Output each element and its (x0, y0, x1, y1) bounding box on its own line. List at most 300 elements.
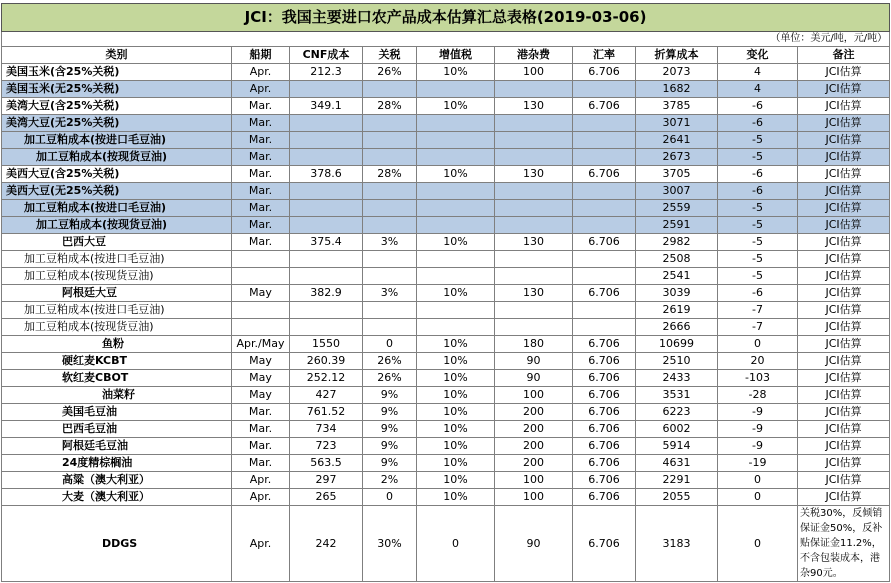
cell-port-fee[interactable]: 100 (495, 472, 573, 489)
cell-change[interactable]: -7 (718, 302, 798, 319)
cell-exchange-rate[interactable]: 6.706 (573, 455, 636, 472)
cell-change[interactable]: -6 (718, 285, 798, 302)
header-tariff[interactable]: 关税 (363, 47, 417, 64)
cell-converted-cost[interactable]: 3183 (636, 506, 718, 582)
cell-category[interactable]: 巴西毛豆油 (2, 421, 232, 438)
cell-port-fee[interactable]: 130 (495, 285, 573, 302)
cell-remark[interactable]: JCI估算 (798, 183, 890, 200)
cell-change[interactable]: 4 (718, 81, 798, 98)
cell-shipment[interactable] (232, 319, 290, 336)
cell-category[interactable]: 美湾大豆(含25%关税) (2, 98, 232, 115)
cell-tariff[interactable]: 2% (363, 472, 417, 489)
table-row (2, 217, 890, 234)
cell-converted-cost[interactable]: 6223 (636, 404, 718, 421)
cell-exchange-rate[interactable]: 6.706 (573, 404, 636, 421)
cell-tariff[interactable]: 9% (363, 438, 417, 455)
cell-shipment[interactable]: May (232, 353, 290, 370)
cell-exchange-rate[interactable] (573, 319, 636, 336)
cell-remark[interactable]: JCI估算 (798, 132, 890, 149)
cell-converted-cost[interactable]: 3705 (636, 166, 718, 183)
cell-shipment[interactable]: Apr./May (232, 336, 290, 353)
table-row (2, 200, 890, 217)
cell-remark[interactable]: JCI估算 (798, 200, 890, 217)
cell-converted-cost[interactable]: 4631 (636, 455, 718, 472)
cell-exchange-rate[interactable]: 6.706 (573, 387, 636, 404)
cell-cnf-cost[interactable]: 212.3 (290, 64, 363, 81)
cell-shipment[interactable]: Mar. (232, 149, 290, 166)
cell-port-fee[interactable] (495, 149, 573, 166)
cell-tariff[interactable]: 9% (363, 421, 417, 438)
cell-change[interactable]: 0 (718, 489, 798, 506)
cell-exchange-rate[interactable]: 6.706 (573, 98, 636, 115)
cell-cnf-cost[interactable] (290, 200, 363, 217)
cell-converted-cost[interactable]: 2291 (636, 472, 718, 489)
cell-exchange-rate[interactable] (573, 217, 636, 234)
cell-remark[interactable]: JCI估算 (798, 98, 890, 115)
cell-category[interactable]: 24度精棕榈油 (2, 455, 232, 472)
cell-port-fee[interactable]: 200 (495, 404, 573, 421)
cell-exchange-rate[interactable] (573, 268, 636, 285)
cell-remark[interactable]: JCI估算 (798, 319, 890, 336)
cell-tariff[interactable] (363, 319, 417, 336)
cell-port-fee[interactable]: 100 (495, 64, 573, 81)
cell-exchange-rate[interactable]: 6.706 (573, 421, 636, 438)
cell-cnf-cost[interactable]: 265 (290, 489, 363, 506)
cell-vat[interactable]: 10% (417, 64, 495, 81)
cell-vat[interactable]: 0 (417, 506, 495, 582)
cell-category[interactable]: 加工豆粕成本(按进口毛豆油) (2, 132, 232, 149)
title-row (2, 4, 890, 32)
cell-remark[interactable]: JCI估算 (798, 268, 890, 285)
cell-converted-cost[interactable]: 5914 (636, 438, 718, 455)
cell-exchange-rate[interactable] (573, 132, 636, 149)
cell-remark[interactable]: JCI估算 (798, 353, 890, 370)
sheet-title: JCI：我国主要进口农产品成本估算汇总表格(2019-03-06) (2, 4, 890, 32)
cell-port-fee[interactable] (495, 217, 573, 234)
cell-remark[interactable]: JCI估算 (798, 285, 890, 302)
header-port-fee[interactable]: 港杂费 (495, 47, 573, 64)
cell-shipment[interactable]: Mar. (232, 438, 290, 455)
cell-converted-cost[interactable]: 2510 (636, 353, 718, 370)
cell-shipment[interactable]: Mar. (232, 404, 290, 421)
header-change[interactable]: 变化 (718, 47, 798, 64)
cell-remark[interactable]: JCI估算 (798, 404, 890, 421)
cell-shipment[interactable]: Mar. (232, 132, 290, 149)
cell-converted-cost[interactable]: 3007 (636, 183, 718, 200)
cell-cnf-cost[interactable]: 734 (290, 421, 363, 438)
cell-tariff[interactable] (363, 115, 417, 132)
table-row (2, 302, 890, 319)
cell-change[interactable]: -9 (718, 404, 798, 421)
cell-converted-cost[interactable]: 3071 (636, 115, 718, 132)
cell-converted-cost[interactable]: 2433 (636, 370, 718, 387)
cell-shipment[interactable]: Mar. (232, 183, 290, 200)
cell-tariff[interactable] (363, 132, 417, 149)
cell-category[interactable]: 美西大豆(含25%关税) (2, 166, 232, 183)
cell-cnf-cost[interactable] (290, 115, 363, 132)
cost-estimate-table (1, 3, 890, 582)
cell-exchange-rate[interactable]: 6.706 (573, 506, 636, 582)
cell-cnf-cost[interactable]: 382.9 (290, 285, 363, 302)
header-shipment[interactable]: 船期 (232, 47, 290, 64)
cell-port-fee[interactable]: 180 (495, 336, 573, 353)
cell-tariff[interactable] (363, 200, 417, 217)
cell-port-fee[interactable]: 90 (495, 353, 573, 370)
cell-tariff[interactable]: 26% (363, 370, 417, 387)
cell-change[interactable]: -7 (718, 319, 798, 336)
cell-converted-cost[interactable]: 2982 (636, 234, 718, 251)
cell-converted-cost[interactable]: 2073 (636, 64, 718, 81)
cell-category[interactable]: 阿根廷大豆 (2, 285, 232, 302)
cell-port-fee[interactable]: 90 (495, 370, 573, 387)
cell-shipment[interactable]: Apr. (232, 472, 290, 489)
cell-shipment[interactable]: Mar. (232, 234, 290, 251)
cell-remark[interactable]: JCI估算 (798, 455, 890, 472)
cell-port-fee[interactable] (495, 200, 573, 217)
cell-port-fee[interactable]: 90 (495, 506, 573, 582)
cell-tariff[interactable] (363, 217, 417, 234)
table-row (2, 115, 890, 132)
cell-category[interactable]: 加工豆粕成本(按现货豆油) (2, 149, 232, 166)
cell-exchange-rate[interactable] (573, 251, 636, 268)
cell-vat[interactable]: 10% (417, 234, 495, 251)
cell-remark[interactable]: JCI估算 (798, 302, 890, 319)
cell-cnf-cost[interactable]: 761.52 (290, 404, 363, 421)
cell-port-fee[interactable] (495, 81, 573, 98)
cell-cnf-cost[interactable] (290, 183, 363, 200)
cell-shipment[interactable]: Mar. (232, 217, 290, 234)
cell-tariff[interactable] (363, 149, 417, 166)
cell-category[interactable]: 油菜籽 (2, 387, 232, 404)
cell-remark[interactable]: JCI估算 (798, 438, 890, 455)
cell-tariff[interactable]: 28% (363, 166, 417, 183)
cell-remark[interactable]: JCI估算 (798, 64, 890, 81)
cell-tariff[interactable] (363, 251, 417, 268)
cell-category[interactable]: 美西大豆(无25%关税) (2, 183, 232, 200)
cell-category[interactable]: 加工豆粕成本(按现货豆油) (2, 217, 232, 234)
cell-port-fee[interactable]: 200 (495, 455, 573, 472)
cell-change[interactable]: -6 (718, 98, 798, 115)
cell-category[interactable]: 加工豆粕成本(按进口毛豆油) (2, 251, 232, 268)
cell-vat[interactable]: 10% (417, 336, 495, 353)
table-row (2, 64, 890, 81)
cell-change[interactable]: -5 (718, 268, 798, 285)
cell-vat[interactable] (417, 302, 495, 319)
cell-remark[interactable]: JCI估算 (798, 234, 890, 251)
cell-port-fee[interactable]: 130 (495, 98, 573, 115)
cell-port-fee[interactable]: 130 (495, 166, 573, 183)
cell-vat[interactable] (417, 200, 495, 217)
cell-vat[interactable] (417, 81, 495, 98)
cell-vat[interactable] (417, 319, 495, 336)
cell-port-fee[interactable] (495, 302, 573, 319)
cell-category[interactable]: 高粱（澳大利亚） (2, 472, 232, 489)
header-cnf-cost[interactable]: CNF成本 (290, 47, 363, 64)
cell-vat[interactable] (417, 115, 495, 132)
cell-cnf-cost[interactable] (290, 302, 363, 319)
cell-cnf-cost[interactable]: 378.6 (290, 166, 363, 183)
cell-remark[interactable]: JCI估算 (798, 387, 890, 404)
cell-cnf-cost[interactable] (290, 251, 363, 268)
cell-shipment[interactable] (232, 268, 290, 285)
cell-converted-cost[interactable]: 3531 (636, 387, 718, 404)
cell-shipment[interactable] (232, 251, 290, 268)
cell-change[interactable]: -6 (718, 115, 798, 132)
cell-shipment[interactable]: Mar. (232, 421, 290, 438)
cell-vat[interactable]: 10% (417, 404, 495, 421)
cell-port-fee[interactable] (495, 251, 573, 268)
cell-vat[interactable]: 10% (417, 455, 495, 472)
cell-category[interactable]: 阿根廷毛豆油 (2, 438, 232, 455)
cell-cnf-cost[interactable]: 375.4 (290, 234, 363, 251)
cell-shipment[interactable]: Mar. (232, 455, 290, 472)
cell-cnf-cost[interactable] (290, 132, 363, 149)
cell-vat[interactable]: 10% (417, 438, 495, 455)
cell-converted-cost[interactable]: 1682 (636, 81, 718, 98)
cell-tariff[interactable] (363, 268, 417, 285)
cell-shipment[interactable]: Apr. (232, 64, 290, 81)
cell-tariff[interactable]: 28% (363, 98, 417, 115)
cell-category[interactable]: 巴西大豆 (2, 234, 232, 251)
cell-vat[interactable] (417, 217, 495, 234)
cell-shipment[interactable]: Mar. (232, 200, 290, 217)
cell-shipment[interactable]: Apr. (232, 489, 290, 506)
cell-change[interactable]: 0 (718, 336, 798, 353)
cell-remark[interactable]: JCI估算 (798, 251, 890, 268)
unit-note: （单位：美元/吨，元/吨） (2, 32, 890, 47)
cell-converted-cost[interactable]: 2591 (636, 217, 718, 234)
cell-change[interactable]: -9 (718, 438, 798, 455)
cell-shipment[interactable]: Mar. (232, 98, 290, 115)
cell-exchange-rate[interactable] (573, 302, 636, 319)
cell-change[interactable]: -5 (718, 200, 798, 217)
cell-exchange-rate[interactable]: 6.706 (573, 64, 636, 81)
cell-tariff[interactable]: 26% (363, 353, 417, 370)
cell-converted-cost[interactable]: 2508 (636, 251, 718, 268)
cell-port-fee[interactable] (495, 132, 573, 149)
cell-converted-cost[interactable]: 3785 (636, 98, 718, 115)
cell-exchange-rate[interactable]: 6.706 (573, 370, 636, 387)
cell-shipment[interactable]: Mar. (232, 115, 290, 132)
cell-shipment[interactable]: Apr. (232, 506, 290, 582)
cell-converted-cost[interactable]: 2641 (636, 132, 718, 149)
cell-vat[interactable]: 10% (417, 489, 495, 506)
cell-cnf-cost[interactable]: 260.39 (290, 353, 363, 370)
cell-remark[interactable]: JCI估算 (798, 217, 890, 234)
cell-shipment[interactable]: Apr. (232, 81, 290, 98)
cell-category[interactable]: 大麦（澳大利亚） (2, 489, 232, 506)
cell-remark[interactable]: JCI估算 (798, 489, 890, 506)
cell-vat[interactable]: 10% (417, 421, 495, 438)
cell-cnf-cost[interactable]: 297 (290, 472, 363, 489)
cell-converted-cost[interactable]: 10699 (636, 336, 718, 353)
cell-vat[interactable] (417, 183, 495, 200)
cell-cnf-cost[interactable]: 242 (290, 506, 363, 582)
cell-exchange-rate[interactable]: 6.706 (573, 438, 636, 455)
cell-exchange-rate[interactable] (573, 183, 636, 200)
cell-category[interactable]: 美国玉米(无25%关税) (2, 81, 232, 98)
cell-port-fee[interactable]: 100 (495, 489, 573, 506)
cell-vat[interactable]: 10% (417, 285, 495, 302)
cell-tariff[interactable]: 9% (363, 404, 417, 421)
cell-port-fee[interactable] (495, 268, 573, 285)
cell-vat[interactable]: 10% (417, 166, 495, 183)
cell-change[interactable]: 0 (718, 472, 798, 489)
header-converted-cost[interactable]: 折算成本 (636, 47, 718, 64)
table-row (2, 387, 890, 404)
cell-shipment[interactable]: May (232, 285, 290, 302)
cell-shipment[interactable]: Mar. (232, 166, 290, 183)
cell-tariff[interactable] (363, 81, 417, 98)
cell-remark[interactable]: JCI估算 (798, 370, 890, 387)
header-exchange-rate[interactable]: 汇率 (573, 47, 636, 64)
cell-exchange-rate[interactable] (573, 115, 636, 132)
cell-tariff[interactable]: 0 (363, 336, 417, 353)
table-row (2, 234, 890, 251)
cell-cnf-cost[interactable] (290, 149, 363, 166)
cell-category[interactable]: 软红麦CBOT (2, 370, 232, 387)
cell-category[interactable]: 加工豆粕成本(按现货豆油) (2, 319, 232, 336)
cell-tariff[interactable]: 9% (363, 387, 417, 404)
cell-vat[interactable] (417, 132, 495, 149)
cell-change[interactable]: -9 (718, 421, 798, 438)
cell-change[interactable]: -103 (718, 370, 798, 387)
cell-tariff[interactable] (363, 183, 417, 200)
table-row (2, 404, 890, 421)
cell-vat[interactable]: 10% (417, 353, 495, 370)
cell-port-fee[interactable] (495, 183, 573, 200)
cell-exchange-rate[interactable]: 6.706 (573, 234, 636, 251)
header-category[interactable]: 类别 (2, 47, 232, 64)
cell-port-fee[interactable]: 100 (495, 387, 573, 404)
cell-port-fee[interactable]: 200 (495, 421, 573, 438)
cell-change[interactable]: -6 (718, 166, 798, 183)
cell-remark[interactable]: JCI估算 (798, 115, 890, 132)
cell-remark[interactable]: JCI估算 (798, 336, 890, 353)
cell-change[interactable]: -5 (718, 217, 798, 234)
cell-change[interactable]: -28 (718, 387, 798, 404)
cell-tariff[interactable]: 3% (363, 234, 417, 251)
cell-remark[interactable]: 关税30%，反倾销保证金50%，反补贴保证金11.2%，不含包装成本，港杂90元。 (798, 506, 890, 582)
table-row (2, 268, 890, 285)
cell-converted-cost[interactable]: 2559 (636, 200, 718, 217)
cell-change[interactable]: -6 (718, 183, 798, 200)
cell-category[interactable]: 加工豆粕成本(按进口毛豆油) (2, 200, 232, 217)
cell-tariff[interactable]: 9% (363, 455, 417, 472)
cell-category[interactable]: 鱼粉 (2, 336, 232, 353)
cell-remark[interactable]: JCI估算 (798, 149, 890, 166)
cell-exchange-rate[interactable] (573, 81, 636, 98)
cell-converted-cost[interactable]: 2619 (636, 302, 718, 319)
cell-remark[interactable]: JCI估算 (798, 421, 890, 438)
cell-exchange-rate[interactable]: 6.706 (573, 472, 636, 489)
header-remark[interactable]: 备注 (798, 47, 890, 64)
cell-converted-cost[interactable]: 2541 (636, 268, 718, 285)
cell-cnf-cost[interactable]: 723 (290, 438, 363, 455)
cell-vat[interactable] (417, 149, 495, 166)
cell-shipment[interactable]: May (232, 370, 290, 387)
cell-change[interactable]: 20 (718, 353, 798, 370)
cell-vat[interactable] (417, 251, 495, 268)
cell-change[interactable]: -5 (718, 149, 798, 166)
cell-exchange-rate[interactable]: 6.706 (573, 285, 636, 302)
cell-tariff[interactable] (363, 302, 417, 319)
cell-category[interactable]: 硬红麦KCBT (2, 353, 232, 370)
cell-vat[interactable]: 10% (417, 370, 495, 387)
table-row (2, 285, 890, 302)
cell-exchange-rate[interactable]: 6.706 (573, 336, 636, 353)
cell-change[interactable]: -5 (718, 234, 798, 251)
cell-exchange-rate[interactable] (573, 200, 636, 217)
cell-change[interactable]: 4 (718, 64, 798, 81)
cell-port-fee[interactable]: 200 (495, 438, 573, 455)
cell-change[interactable]: -5 (718, 251, 798, 268)
cell-vat[interactable]: 10% (417, 387, 495, 404)
cell-shipment[interactable] (232, 302, 290, 319)
cell-converted-cost[interactable]: 2673 (636, 149, 718, 166)
cell-cnf-cost[interactable]: 349.1 (290, 98, 363, 115)
cell-remark[interactable]: JCI估算 (798, 472, 890, 489)
cell-tariff[interactable]: 0 (363, 489, 417, 506)
table-row (2, 251, 890, 268)
cell-cnf-cost[interactable]: 563.5 (290, 455, 363, 472)
cell-category[interactable]: 美湾大豆(无25%关税) (2, 115, 232, 132)
cell-converted-cost[interactable]: 3039 (636, 285, 718, 302)
table-row (2, 132, 890, 149)
cell-change[interactable]: 0 (718, 506, 798, 582)
cell-cnf-cost[interactable]: 252.12 (290, 370, 363, 387)
cell-port-fee[interactable]: 130 (495, 234, 573, 251)
cell-exchange-rate[interactable]: 6.706 (573, 166, 636, 183)
header-row (2, 47, 890, 64)
cell-converted-cost[interactable]: 2055 (636, 489, 718, 506)
table-row (2, 370, 890, 387)
cell-category[interactable]: DDGS (2, 506, 232, 582)
table-row (2, 319, 890, 336)
cell-cnf-cost[interactable]: 1550 (290, 336, 363, 353)
cell-shipment[interactable]: May (232, 387, 290, 404)
cell-tariff[interactable]: 26% (363, 64, 417, 81)
cell-port-fee[interactable] (495, 115, 573, 132)
cell-cnf-cost[interactable] (290, 217, 363, 234)
cell-exchange-rate[interactable]: 6.706 (573, 353, 636, 370)
table-row (2, 336, 890, 353)
cell-category[interactable]: 加工豆粕成本(按现货豆油) (2, 268, 232, 285)
cell-cnf-cost[interactable]: 427 (290, 387, 363, 404)
cell-tariff[interactable]: 3% (363, 285, 417, 302)
cell-converted-cost[interactable]: 2666 (636, 319, 718, 336)
header-vat[interactable]: 增值税 (417, 47, 495, 64)
cell-cnf-cost[interactable] (290, 268, 363, 285)
cell-remark[interactable]: JCI估算 (798, 81, 890, 98)
cell-change[interactable]: -19 (718, 455, 798, 472)
cell-category[interactable]: 美国玉米(含25%关税) (2, 64, 232, 81)
cell-change[interactable]: -5 (718, 132, 798, 149)
cell-category[interactable]: 加工豆粕成本(按进口毛豆油) (2, 302, 232, 319)
cell-exchange-rate[interactable]: 6.706 (573, 489, 636, 506)
cell-cnf-cost[interactable] (290, 319, 363, 336)
cell-cnf-cost[interactable] (290, 81, 363, 98)
cell-converted-cost[interactable]: 6002 (636, 421, 718, 438)
cell-vat[interactable]: 10% (417, 472, 495, 489)
cell-tariff[interactable]: 30% (363, 506, 417, 582)
cell-category[interactable]: 美国毛豆油 (2, 404, 232, 421)
cell-vat[interactable] (417, 268, 495, 285)
cell-remark[interactable]: JCI估算 (798, 166, 890, 183)
cell-vat[interactable]: 10% (417, 98, 495, 115)
cell-port-fee[interactable] (495, 319, 573, 336)
cell-exchange-rate[interactable] (573, 149, 636, 166)
